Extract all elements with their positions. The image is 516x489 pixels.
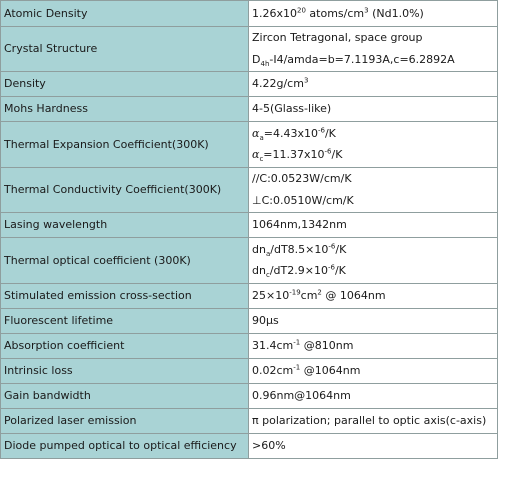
table-row: [1, 334, 498, 359]
property-value: π polarization; parallel to optic axis(c-axis): [249, 409, 498, 434]
table-row: [1, 1, 498, 27]
property-value: $25\times 10^{-19}cm^2$ @ 1064nm: [249, 284, 498, 309]
table-row: [1, 72, 498, 97]
property-label: Mohs Hardness: [1, 97, 249, 122]
property-value: $0.02cm^{-1}$ @1064nm: [249, 359, 498, 384]
property-value: >60%: [249, 434, 498, 459]
property-label: Diode pumped optical to optical efficiency: [1, 434, 249, 459]
property-label: Polarized laser emission: [1, 409, 249, 434]
table-row: [1, 359, 498, 384]
table-row: [1, 284, 498, 309]
property-value: $dn_a/dT8.5\times 10^{-6}/K$ $dn_c/dT2.9\times 10^{-6}/K$: [249, 238, 498, 284]
property-label: Thermal Expansion Coefficient(300K): [1, 122, 249, 168]
property-label: Gain bandwidth: [1, 384, 249, 409]
table-row: [1, 27, 498, 72]
table-row: [1, 213, 498, 238]
property-label: Absorption coefficient: [1, 334, 249, 359]
property-value: 0.96nm@1064nm: [249, 384, 498, 409]
table-row: [1, 168, 498, 213]
table-row: [1, 409, 498, 434]
property-value: Zircon Tetragonal, space group $D_{4h}-I4/amda=b=7.1193A,c=6.2892A$: [249, 27, 498, 72]
property-label: Thermal optical coefficient (300K): [1, 238, 249, 284]
table-row: [1, 97, 498, 122]
property-label: Lasing wavelength: [1, 213, 249, 238]
property-value: $1.26x10^{20}$ atoms/$cm^3$ (Nd1.0%): [249, 1, 498, 27]
table-row: [1, 122, 498, 168]
property-label: Intrinsic loss: [1, 359, 249, 384]
property-label: Atomic Density: [1, 1, 249, 27]
property-value: $\alpha_a=4.43x10^{-6}/K$ $\alpha_c=11.37x10^{-6}/K$: [249, 122, 498, 168]
property-value: //C:0.0523W/cm/K ⊥C:0.0510W/cm/K: [249, 168, 498, 213]
property-label: Fluorescent lifetime: [1, 309, 249, 334]
table-row: [1, 434, 498, 459]
property-value: $4.22g/cm^3$: [249, 72, 498, 97]
table-row: [1, 309, 498, 334]
property-value: 1064nm,1342nm: [249, 213, 498, 238]
property-value: 90μs: [249, 309, 498, 334]
property-value: 4-5(Glass-like): [249, 97, 498, 122]
property-label: Density: [1, 72, 249, 97]
property-label: Crystal Structure: [1, 27, 249, 72]
property-label: Thermal Conductivity Coefficient(300K): [1, 168, 249, 213]
table-row: [1, 238, 498, 284]
property-value: $31.4cm^{-1}$ @810nm: [249, 334, 498, 359]
table-row: [1, 384, 498, 409]
property-label: Stimulated emission cross-section: [1, 284, 249, 309]
